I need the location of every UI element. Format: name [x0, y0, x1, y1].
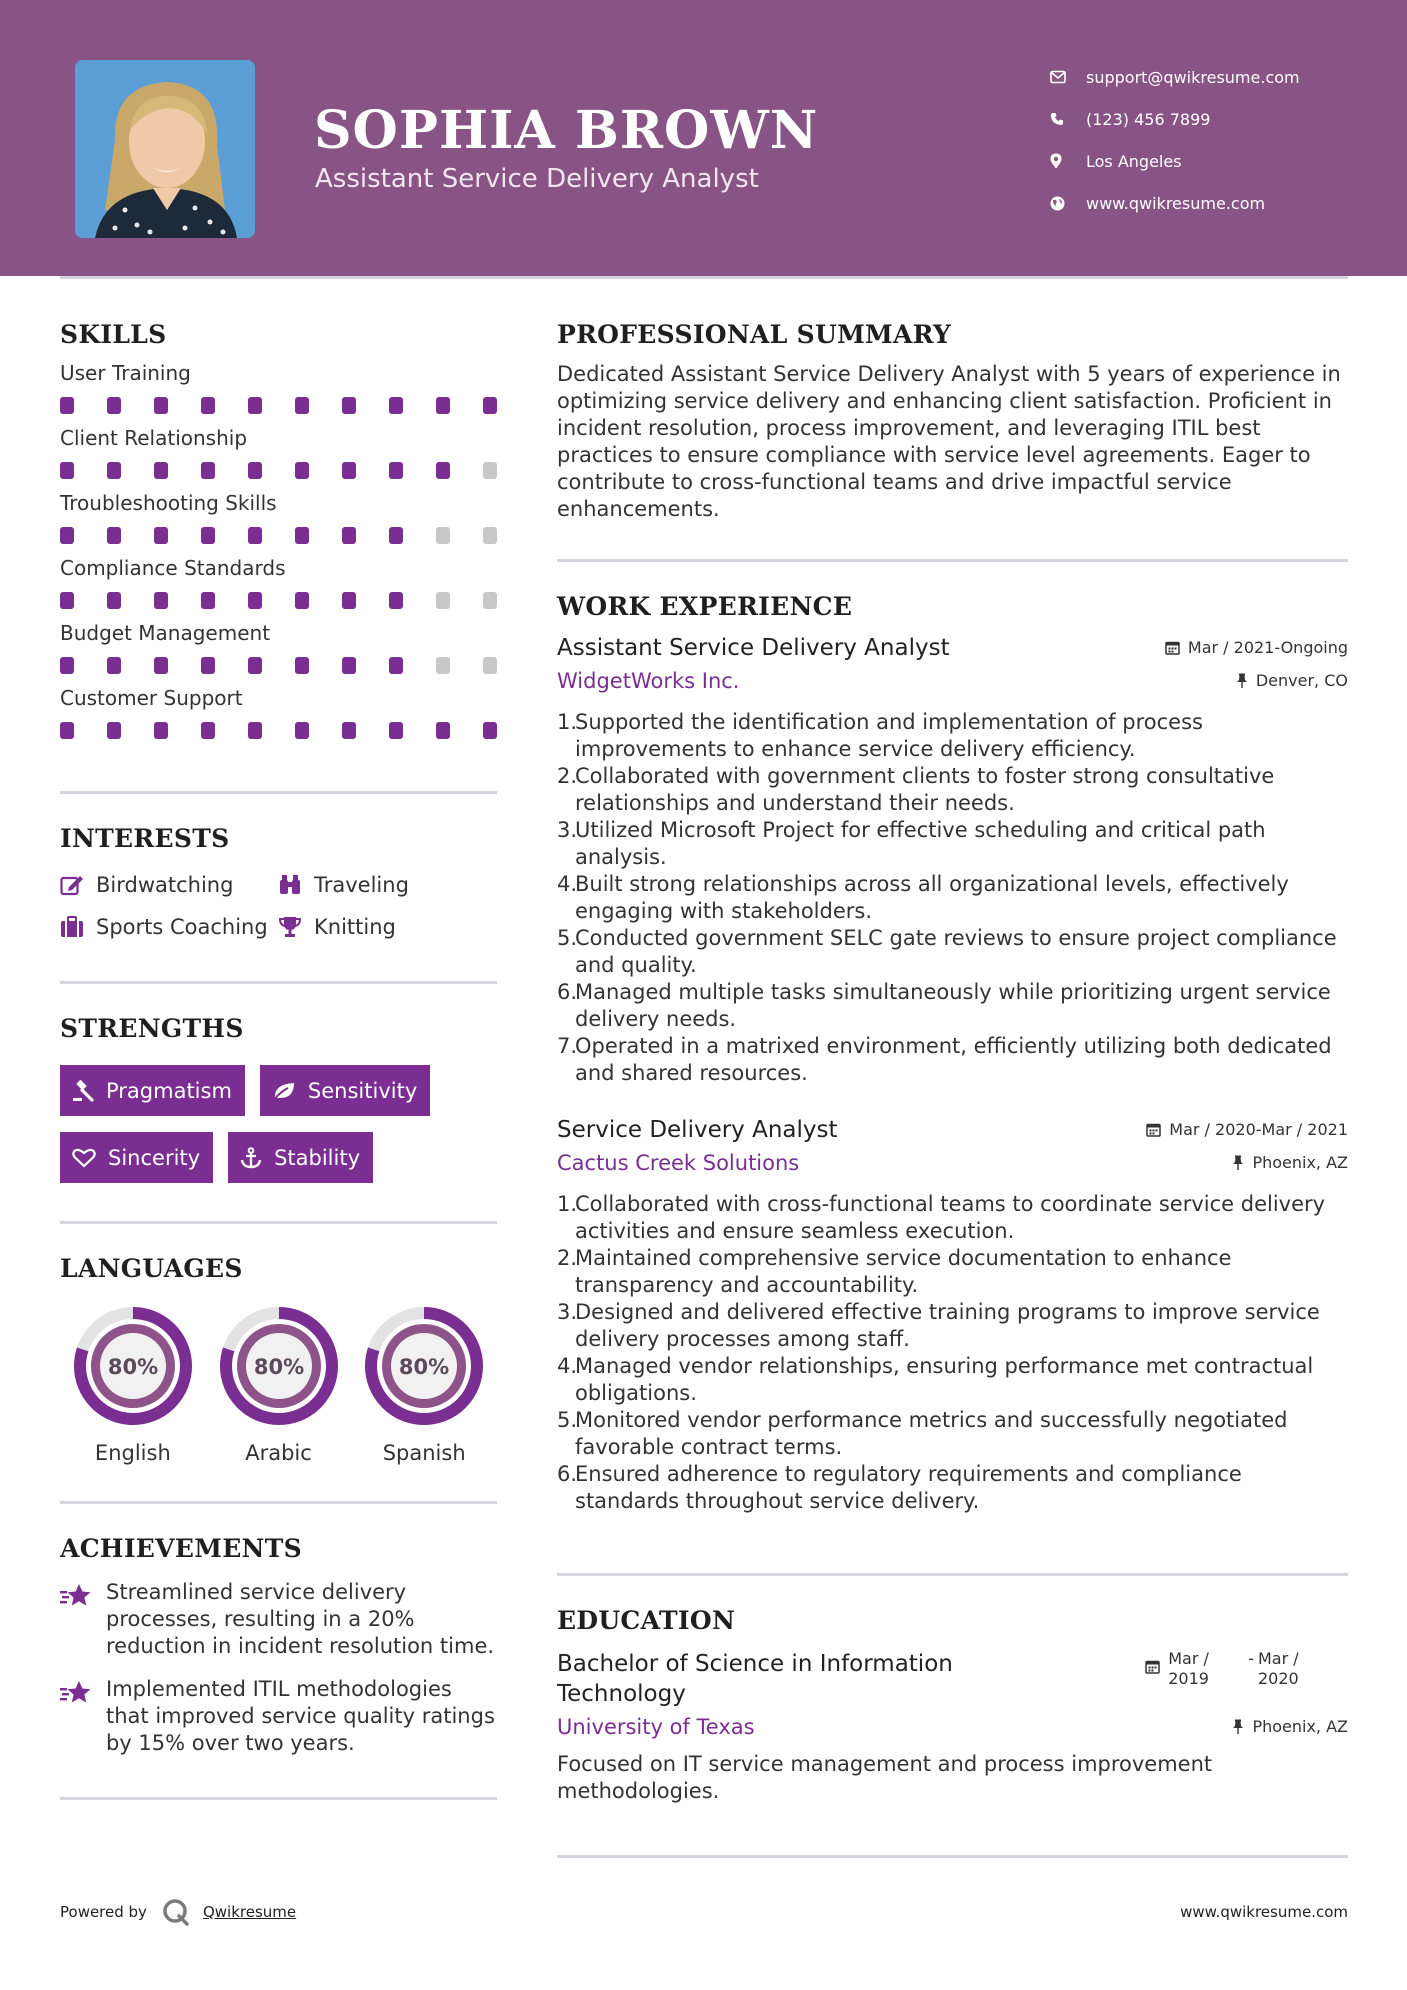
rating-dot-filled [295, 527, 309, 544]
trophy-icon [278, 916, 302, 938]
strengths-list [60, 1065, 497, 1183]
rating-dot-empty [483, 592, 497, 609]
gavel-icon [72, 1080, 94, 1102]
language-item [60, 1305, 206, 1465]
header-divider [60, 276, 1348, 279]
achievements-heading: ACHIEVEMENTS [60, 1534, 302, 1563]
rating-dot-filled [436, 462, 450, 479]
education-description: Focused on IT service management and process improvement methodologies. [557, 1752, 1213, 1803]
rating-dot-filled [389, 722, 403, 739]
achievements-list [60, 1579, 497, 1757]
rating-dot-filled [295, 657, 309, 674]
language-percent: 80% [253, 1355, 304, 1379]
rating-dot-filled [60, 592, 74, 609]
rating-dot-filled [389, 462, 403, 479]
pin-icon [1232, 1155, 1244, 1170]
strength-badge: Sincerity [60, 1132, 213, 1183]
skill-name: Compliance Standards [60, 556, 286, 580]
qwikresume-link[interactable]: Qwikresume [202, 1903, 297, 1921]
rating-dot-filled [295, 462, 309, 479]
skill-rating [60, 462, 497, 479]
calendar-icon [1165, 640, 1180, 655]
contact-list [1050, 56, 1300, 224]
left-column [60, 320, 497, 1800]
company-name: WidgetWorks Inc. [557, 669, 740, 693]
summary-heading: PROFESSIONAL SUMMARY [557, 320, 952, 349]
strength-badge: Pragmatism [60, 1065, 245, 1116]
page-footer [60, 1898, 1348, 1926]
contact-email[interactable]: support@qwikresume.com [1050, 56, 1300, 98]
rating-dot-filled [342, 657, 356, 674]
strength-badge: Sensitivity [260, 1065, 430, 1116]
company-name: Cactus Creek Solutions [557, 1151, 800, 1175]
job-dates: Mar / 2020-Mar / 2021 [1146, 1120, 1348, 1139]
profile-photo [75, 60, 255, 238]
skill-rating [60, 722, 497, 739]
rating-dot-filled [154, 462, 168, 479]
skill-rating [60, 592, 497, 609]
rating-dot-empty [436, 592, 450, 609]
rating-dot-filled [201, 657, 215, 674]
job-bullet: 1. Collaborated with cross-functional teams to coordinate service delivery activities and ensure seamless execution. [557, 1192, 1326, 1243]
strengths-heading: STRENGTHS [60, 1014, 244, 1043]
rating-dot-filled [295, 592, 309, 609]
rating-dot-filled [107, 657, 121, 674]
job-bullet: 5. Monitored vendor performance metrics and successfully negotiated favorable contract terms. [557, 1408, 1288, 1459]
rating-dot-filled [60, 462, 74, 479]
footer-url[interactable]: www.qwikresume.com [1180, 1903, 1348, 1921]
rating-dot-filled [483, 397, 497, 414]
job-bullet: 2. Maintained comprehensive service documentation to enhance transparency and accountability. [557, 1246, 1232, 1297]
language-item [206, 1305, 352, 1465]
rating-dot-empty [483, 527, 497, 544]
job-bullet: 5. Conducted government SELC gate reviews to ensure project compliance and quality. [557, 926, 1337, 977]
section-divider [60, 1501, 497, 1504]
rating-dot-filled [201, 722, 215, 739]
rating-dot-filled [60, 657, 74, 674]
skill-name: Budget Management [60, 621, 271, 645]
job-bullet: 3. Designed and delivered effective training programs to improve service delivery processes among staff. [557, 1300, 1320, 1351]
achievement-item: Streamlined service delivery processes, resulting in a 20% reduction in incident resolution time. [60, 1579, 497, 1660]
contact-website[interactable]: www.qwikresume.com [1050, 182, 1300, 224]
school-name: University of Texas [557, 1715, 755, 1739]
language-name: Arabic [245, 1441, 312, 1465]
job-title: Service Delivery Analyst [557, 1117, 838, 1143]
job-dates: Mar / 2021-Ongoing [1165, 638, 1348, 657]
rating-dot-filled [342, 722, 356, 739]
job-bullet: 6. Managed multiple tasks simultaneously while prioritizing urgent service delivery needs. [557, 980, 1331, 1031]
skill-name: User Training [60, 361, 191, 385]
star-achievement-icon [60, 1680, 92, 1706]
rating-dot-filled [342, 397, 356, 414]
right-column [557, 320, 1348, 1858]
suitcase-icon [60, 916, 84, 938]
job-bullet: 6. Ensured adherence to regulatory requirements and compliance standards throughout service delivery. [557, 1462, 1242, 1513]
language-progress-ring [218, 1305, 340, 1427]
job-entry [557, 635, 1348, 1087]
contact-location: Los Angeles [1050, 140, 1300, 182]
languages-list [60, 1305, 497, 1465]
resume-header [0, 0, 1407, 276]
language-percent: 80% [107, 1355, 158, 1379]
rating-dot-filled [154, 722, 168, 739]
rating-dot-filled [248, 397, 262, 414]
interest-item: Birdwatching [60, 873, 278, 897]
rating-dot-filled [154, 397, 168, 414]
candidate-title: Assistant Service Delivery Analyst [315, 164, 759, 194]
rating-dot-filled [107, 397, 121, 414]
phone-icon [1050, 112, 1086, 126]
skill-rating [60, 397, 497, 414]
job-bullets [557, 1191, 1348, 1515]
language-name: Spanish [382, 1441, 466, 1465]
job-bullet: 4. Managed vendor relationships, ensuring performance met contractual obligations. [557, 1354, 1314, 1405]
rating-dot-empty [436, 527, 450, 544]
rating-dot-filled [107, 527, 121, 544]
section-divider [557, 1573, 1348, 1576]
skills-list [60, 361, 497, 739]
rating-dot-filled [436, 722, 450, 739]
rating-dot-filled [60, 722, 74, 739]
language-item [351, 1305, 497, 1465]
job-entry [557, 1117, 1348, 1515]
rating-dot-filled [389, 592, 403, 609]
experience-heading: WORK EXPERIENCE [557, 592, 853, 621]
rating-dot-filled [248, 592, 262, 609]
rating-dot-filled [295, 397, 309, 414]
skills-heading: SKILLS [60, 320, 167, 349]
skill-rating [60, 657, 497, 674]
contact-phone[interactable]: (123) 456 7899 [1050, 98, 1300, 140]
heart-icon [72, 1148, 96, 1168]
job-location: Phoenix, AZ [1232, 1153, 1348, 1172]
section-divider [557, 559, 1348, 562]
language-name: English [94, 1441, 171, 1465]
envelope-icon [1050, 70, 1086, 84]
interests-heading: INTERESTS [60, 824, 230, 853]
rating-dot-empty [483, 657, 497, 674]
anchor-icon [240, 1147, 262, 1169]
languages-heading: LANGUAGES [60, 1254, 243, 1283]
education-location: Phoenix, AZ [1232, 1717, 1348, 1736]
skill-name: Client Relationship [60, 426, 248, 450]
rating-dot-empty [483, 462, 497, 479]
pin-icon [1232, 1719, 1244, 1734]
rating-dot-filled [295, 722, 309, 739]
interest-item: Sports Coaching [60, 915, 278, 939]
job-title: Assistant Service Delivery Analyst [557, 635, 950, 661]
job-bullet: 7. Operated in a matrixed environment, efficiently utilizing both dedicated and shared resources. [557, 1034, 1332, 1085]
strength-badge: Stability [228, 1132, 373, 1183]
rating-dot-filled [248, 527, 262, 544]
leaf-icon [272, 1081, 296, 1101]
rating-dot-filled [389, 527, 403, 544]
star-achievement-icon [60, 1583, 92, 1609]
rating-dot-filled [107, 462, 121, 479]
candidate-name: SOPHIA BROWN [314, 100, 819, 161]
rating-dot-filled [60, 397, 74, 414]
interest-item: Knitting [278, 915, 497, 939]
rating-dot-filled [201, 462, 215, 479]
achievement-item: Implemented ITIL methodologies that improved service quality ratings by 15% over two years. [60, 1676, 497, 1757]
section-divider [557, 1855, 1348, 1858]
edit-icon [60, 874, 84, 896]
rating-dot-filled [248, 722, 262, 739]
education-dates: Mar / 2019 - Mar / 2020 [1145, 1649, 1348, 1689]
section-divider [60, 1797, 497, 1800]
interests-list [60, 873, 497, 939]
job-location: Denver, CO [1236, 671, 1348, 690]
rating-dot-filled [342, 592, 356, 609]
job-bullet: 4. Built strong relationships across all organizational levels, effectively engaging with stakeholders. [557, 872, 1289, 923]
skill-name: Troubleshooting Skills [60, 491, 277, 515]
section-divider [60, 791, 497, 794]
rating-dot-filled [154, 657, 168, 674]
globe-icon [1050, 196, 1086, 211]
rating-dot-filled [201, 527, 215, 544]
qwikresume-logo-icon [161, 1898, 191, 1926]
powered-by: Powered by Qwikresume [60, 1898, 296, 1926]
summary-text: Dedicated Assistant Service Delivery Analyst with 5 years of experience in optimizing service delivery and enhancing client satisfaction. Proficient in incident resolution, process improvement, and leveraging ITIL best practices to ensure compliance with service level agreements. Eager to contribute to cross-functional teams and drive impactful service enhancements. [557, 362, 1341, 521]
skill-rating [60, 527, 497, 544]
job-bullet: 3. Utilized Microsoft Project for effective scheduling and critical path analysis. [557, 818, 1266, 869]
degree-title: Bachelor of Science in Information Technology [557, 1651, 953, 1707]
language-progress-ring [72, 1305, 194, 1427]
language-progress-ring [363, 1305, 485, 1427]
rating-dot-filled [201, 397, 215, 414]
rating-dot-filled [107, 592, 121, 609]
job-bullet: 2. Collaborated with government clients to foster strong consultative relationships and understand their needs. [557, 764, 1275, 815]
section-divider [60, 981, 497, 984]
calendar-icon [1146, 1122, 1161, 1137]
location-icon [1050, 153, 1086, 169]
education-heading: EDUCATION [557, 1606, 736, 1635]
section-divider [60, 1221, 497, 1224]
rating-dot-filled [60, 527, 74, 544]
rating-dot-filled [107, 722, 121, 739]
education-entry [557, 1649, 1348, 1805]
rating-dot-filled [342, 462, 356, 479]
rating-dot-filled [201, 592, 215, 609]
rating-dot-filled [154, 592, 168, 609]
calendar-icon [1145, 1659, 1160, 1674]
rating-dot-filled [389, 657, 403, 674]
skill-name: Customer Support [60, 686, 243, 710]
rating-dot-filled [154, 527, 168, 544]
rating-dot-filled [389, 397, 403, 414]
job-bullet: 1. Supported the identification and implementation of process improvements to enhance service delivery efficiency. [557, 710, 1203, 761]
rating-dot-filled [436, 397, 450, 414]
rating-dot-filled [248, 462, 262, 479]
language-percent: 80% [399, 1355, 450, 1379]
job-bullets [557, 709, 1348, 1087]
pin-icon [1236, 673, 1248, 688]
rating-dot-filled [483, 722, 497, 739]
interest-item: Traveling [278, 873, 497, 897]
binoculars-icon [278, 874, 302, 896]
rating-dot-filled [342, 527, 356, 544]
rating-dot-empty [436, 657, 450, 674]
rating-dot-filled [248, 657, 262, 674]
